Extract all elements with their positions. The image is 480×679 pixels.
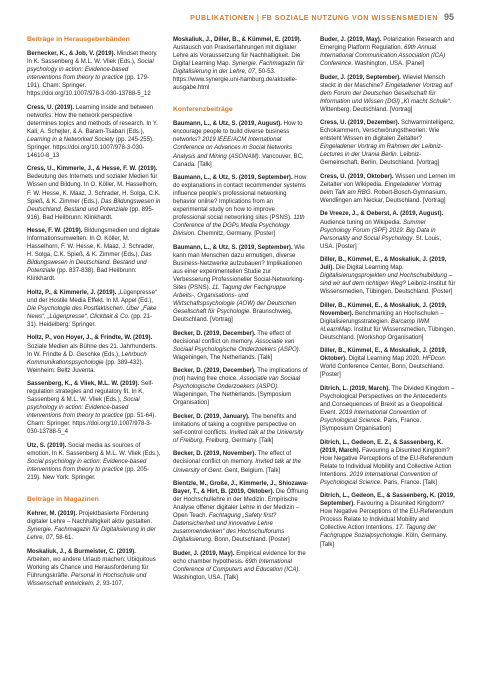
reference-entry [27, 548, 161, 588]
section-heading: Beiträge in Herausgeberbänden [27, 36, 130, 43]
column-right [320, 36, 456, 554]
reference-entry [173, 480, 309, 544]
reference-title: Eingeladener Vortrag im Rahmen der Leibniz-Lectures in der Urania Berlin [320, 144, 443, 159]
reference-authors: Holtz, P., & Kimmerle, J. (2019). [27, 289, 117, 296]
reference-authors: Becker, D. (2019, December). [173, 368, 256, 375]
reference-title: Fachtagung „Safety first? Datensicherheit und innovative Lehre zusammendenken“ des Hochschulforums Digitalisierung [173, 513, 285, 544]
reference-entry [27, 165, 161, 221]
reference-text: Die Digital Learning Map. [334, 265, 404, 272]
reference-authors: Ditrich, L., Gedeon, E., & Sassenberg, K. (2019, September). [320, 493, 455, 508]
section-heading: Beiträge in Magazinen [27, 496, 99, 504]
reference-details: . Washington, USA. [Panel] [351, 61, 425, 68]
reference-text: Wissen und Lernen im Zeitalter von Wikipedia. [320, 173, 456, 188]
reference-authors: Utz, S. (2019). [27, 442, 67, 449]
reference-title: 11th Conference of the DGPs Media Psychology Division [173, 215, 305, 238]
reference-title: Invited talk at the University of Gent [173, 459, 301, 474]
page-number: 95 [443, 12, 454, 22]
reference-entry [27, 289, 161, 329]
reference-entry [173, 330, 309, 362]
reference-text: How to encourage people to build diverse business networks? [173, 121, 303, 144]
reference-entry [320, 173, 456, 205]
reference-details: . Chemnitz, Germany. [Poster] [194, 231, 276, 238]
reference-entry [173, 550, 309, 582]
reference-details: . Wageningen, The Netherlands. [Symposium Organisation] [173, 384, 292, 407]
reference-title: 11. Tagung der Fachgruppe Arbeits-, Organisations- und Wirtschaftspsychologie (AOW) der Deutschen Gesellschaft für Psychologie [173, 285, 296, 316]
reference-details: , 50-53. https://www.synergie.uni-hamburg.de/aktuelle-ausgabe.html [173, 69, 298, 92]
reference-details: . Wageningen, The Netherlands. [Talk] [173, 346, 301, 361]
reference-text: Social media as sources of emotion. In K. Sassenberg & M.L. W. Vliek (Eds.), [27, 442, 161, 457]
reference-entry [320, 302, 456, 342]
reference-details: Leibniz-Institut für Wissensmedien, Tübingen, Deutschland. [Poster] [320, 281, 456, 296]
reference-text: Austausch von Praxiserfahrungen mit digitaler Lehre als Voraussetzung für Nachhaltigkeit. Die Digital Learning Map. [173, 45, 301, 68]
reference-text: Audience tuning on Wikipedia. [320, 219, 404, 226]
reference-entry [173, 413, 309, 445]
reference-details: , 58-61. [52, 535, 74, 542]
reference-entry [27, 104, 161, 160]
reference-authors: Buder, J. (2019, May). [173, 550, 235, 557]
reference-title: Synergie. Fachmagazin für Digitalisierung in der Lehre, 07 [173, 61, 305, 76]
reference-details: . World Conference Center, Bonn, Deutschland. [Poster] [320, 356, 447, 379]
reference-details: (pp. 205-219). New York: Springer. [27, 466, 150, 481]
reference-authors: Becker, D. (2019, January). [173, 413, 250, 420]
reference-text: Bildungsmedien und digitale Informationsumwelten. In O. Köller, M. Hasselhorn, F. W. Hesse, K. Maaz, J. Schrader, H. Solga, C.K. Spieß, & K. Zimmer (Eds.), [27, 228, 160, 259]
reference-authors: Bernecker, K., & Job, V. (2019). [27, 51, 116, 57]
reference-title: Social psychology in action: Evidence-based interventions from theory to practice [27, 59, 154, 82]
reference-details: . Leibniz-Gemeinschaft, Berlin, Deutschland. [Vortrag] [320, 152, 440, 167]
reference-title: Associatie van Sociaal Psychologische Onderzoekers (ASPO) [173, 376, 301, 391]
reference-text: Digital Learning Map 2020. [346, 356, 423, 363]
section-heading: Konferenzbeiträge [173, 106, 233, 114]
reference-entry [27, 442, 161, 482]
reference-text: Wie kann man Menschen dazu ermutigen, diverse Business-Netzwerke aufzubauen? Implikationen aus einer experimentellen Studie zur Verbesserung Professioneller Social-Networking-Sites (PSNS). [173, 244, 305, 291]
reference-entry [320, 439, 456, 487]
reference-authors: Holtz, P., von Hoyer, J., & Frindte, W. (2019). [27, 335, 153, 342]
reference-text: Self-regulation strategies and regulatory fit. In K. Sassenberg & M.L. W. Vliek (Eds.), [27, 381, 154, 404]
reference-title: Die Psychologie des Postfaktischen. Über „Fake News“, „Lügenpresse“, Clickbait & Co. [27, 305, 157, 320]
reference-entry [320, 492, 456, 548]
reference-entry [320, 210, 456, 250]
reference-entry [320, 36, 456, 68]
reference-details: . Robert-Bosch-Gymnasium, Wendlingen am Neckar, Deutschland. [Vortrag] [320, 189, 447, 205]
reference-title: Learning in a Networked Society [27, 136, 115, 143]
reference-entry [173, 244, 309, 324]
reference-details: . Gent, Belgium. [Talk] [221, 467, 281, 474]
reference-text: Arbeiten, wo andere Urlaub machen: Ubiquitous Working als Chance und Herausforderung für Führungskräfte. [27, 556, 156, 579]
reference-title: Eingeladener Vortrag beim Talk am RBG [320, 181, 442, 196]
reference-text: Wieviel Mensch steckt in der Maschine? [320, 74, 446, 89]
reference-text: Empirical evidence for the echo chamber hypothesis. [173, 550, 306, 565]
reference-title: 2019 IEEE/ACM International Conference on Advances in Social Networks Analysis and Mining (ASONAM) [173, 137, 293, 160]
reference-text: Polarization Research and Emerging Platform Regulation. [320, 37, 455, 52]
reference-entry [173, 450, 309, 474]
reference-title: 69th Annual International Communication Association (ICA) Conference [320, 45, 446, 68]
reference-entry [27, 380, 161, 436]
reference-entry [27, 227, 161, 283]
reference-details: (pp. 179-191). Cham: Springer. https://doi.org/10.1007/978-3-030-13788-5_12 [27, 75, 151, 98]
reference-text: Bedeutung des Internets und sozialer Medien für Wissen und Bildung. In O. Köller, M. Hasselhorn, F. W. Hesse, K. Maaz, J. Schrader, H. Solga, C.K. Spieß, & K. Zimmer (Eds.), [27, 174, 161, 205]
reference-authors: Cress, U. (2019, Oktober). [320, 173, 394, 180]
reference-text: Schwarmintelligenz, Echokammern, Verschwörungstheorien: Wie entsteht Wissen im digitalen Zeitalter? [320, 120, 455, 143]
reference-authors: Cress, U. (2019, Dezember). [320, 120, 400, 127]
reference-details: . Köln, Germany. [Talk] [320, 533, 448, 548]
reference-authors: Diller, B., Kümmel, E., & Moskaliuk, J. (2019, Juli). [320, 257, 447, 272]
column-middle [173, 36, 309, 587]
reference-title: Synergie. Fachmagazin für Digitalisierung in der Lehre, 07 [27, 527, 156, 542]
reference-details: . Paris, France. [Talk] [380, 479, 437, 486]
reference-title: Eingeladener Vortrag auf dem Forum der Deutschen Gesellschaft für Information und Wissen (DGI) „KI macht Schule“ [320, 82, 453, 105]
reference-details: , 93-107. [99, 580, 124, 587]
reference-authors: Buder, J. (2019, May). [320, 37, 382, 43]
reference-entry [320, 347, 456, 379]
reference-authors: Cress, U. (2019). [27, 104, 75, 111]
reference-details: (pp. 895-916). Bad Heilbrunn: Klinkhardt. [27, 206, 154, 221]
reference-text: Projektbasierte Förderung digitaler Lehre – Nachhaltigkeit aktiv gestalten. [27, 511, 153, 526]
reference-title: Barcamp IWM #LearnMap [320, 318, 430, 333]
reference-text: The effect of decisional conflict on memory. [173, 451, 292, 466]
reference-entry [320, 119, 456, 167]
reference-details: (pp. 21-31). Heidelberg: Springer. [27, 313, 153, 329]
reference-title: Lehrbuch Kommunikationspsychologie [27, 351, 147, 366]
reference-details: . Wittenberg, Deutschland. [Vortrag] [320, 98, 452, 113]
reference-entry [27, 334, 161, 374]
reference-text: Benchmarking an Hochschulen – Digitalisierungsstrategien. [320, 310, 444, 325]
reference-entry [320, 256, 456, 296]
reference-title: Das Bildungswesen in Deutschland. Bestand und Potenziale [27, 198, 161, 213]
reference-text: Die Öffnung der Hochschullehre in der Medizin. Empirische Analyse offener digitaler Lehre in der Medizin – Open Teach. [173, 488, 308, 520]
reference-title: Digitalisierungsprojekten und Hochschulbildung – sind wir auf dem richtigen Weg? [320, 273, 453, 288]
reference-authors: Buder, J. (2019, September). [320, 74, 401, 81]
reference-authors: Kehrer, M. (2019). [27, 511, 78, 518]
reference-authors: Ditrich, L. (2019, March). [320, 385, 390, 392]
reference-authors: De Vreeze, J., & Oeberst, A. (2019, August). [320, 211, 444, 218]
running-title: PUBLIKATIONEN | FB SOZIALE NUTZUNG VON WISSENSMEDIEN [190, 15, 438, 22]
reference-authors: Becker, D. (2019, November). [173, 451, 257, 458]
reference-details: . Braunschweig, Deutschland. [Vortrag] [173, 309, 293, 324]
reference-details: . Bonn, Deutschland. [Poster] [210, 537, 290, 544]
reference-text: Learning inside and between networks: How the network perspective determines topics and methods of research. In Y. Kali, A. Schejter, & A. Baram-Tsabari (Eds.), [27, 104, 158, 135]
reference-entry [320, 74, 456, 114]
reference-entry [27, 510, 161, 542]
reference-details: . Freiburg, Germany. [Talk] [202, 437, 274, 444]
reference-title: 2019 International Convention of Psychological Science [320, 410, 427, 425]
reference-entry [173, 120, 309, 168]
reference-text: The Divided Kingdom – Psychological Perspectives on the Antecedents and Consequences of Brexit as a Geopolitical Event. [320, 385, 455, 417]
reference-entry [27, 50, 161, 98]
reference-text: The implications of (not) having free choice. [173, 368, 308, 383]
reference-title: Social psychology in action: Evidence-based interventions from theory to practice [27, 458, 147, 473]
reference-authors: Diller, B., Kümmel, E., & Moskaliuk, J. (2019, Oktober). [320, 348, 447, 363]
reference-details: . St. Louis, USA. [Poster] [320, 235, 442, 250]
reference-authors: Moskaliuk, J., & Burmeister, C. (2019). [27, 548, 136, 555]
column-left [27, 36, 161, 593]
reference-authors: Baumann, L., & Utz, S. (2019, September). [173, 175, 293, 181]
reference-title: Summer Psychology Forum (SPF) 2019: Big Data in Personality and Social Psychology [320, 219, 436, 242]
reference-entry [320, 385, 456, 433]
reference-details: (pp. 837-838). Bad Heilbrunn: Klinkhardt. [27, 268, 137, 283]
reference-authors: Moskaliuk, J., Diller, B., & Kümmel, E. (2019). [173, 37, 302, 43]
reference-text: How do explanations in contact recommender systems influence people’s professional networking behavior online? Implications from an experimental study on how to improve professional social networking sites (PSNS). [173, 175, 307, 222]
reference-text: Favouring a Disunited Kingdom? How Negative Perceptions of the EU-Referendum Process Relate to Individual Mobility and Collective Action Intentions. [320, 501, 454, 532]
reference-authors: Bientzle, M., Große, J., Kimmerle, J., Shiozawa-Bayer, T., & Hirt, B. (2019, Oktober). [173, 480, 309, 495]
reference-title: HFDcon [422, 356, 445, 363]
reference-title: Associatie van Sociaal Psychologische Onderzoekers (ASPO) [173, 338, 299, 353]
reference-details: (pp. 389-432). Weinheim: Beltz Juventa. [27, 359, 144, 374]
reference-entry [173, 367, 309, 407]
reference-text: Favouring a Disunited Kingdom? How Negative Perceptions of the EU-Referendum Relate to Individual Mobility and Collective Action Intentions. [320, 447, 454, 478]
reference-text: The benefits and limitations of taking a cognitive perspective on self-control conflicts. [173, 413, 297, 436]
reference-title: 17. Tagung der Fachgruppe Sozialpsychologie [320, 525, 437, 540]
reference-title: 69th International Conference of Computers and Education (ICA) [173, 558, 299, 573]
reference-title: Invited talk at the University of Freiburg [173, 429, 304, 444]
reference-details: . Institut für Wissensmedien, Tübingen, Deutschland. [Workshop Organisation] [320, 326, 456, 341]
reference-authors: Baumann, L., & Utz, S. (2019, August). [173, 121, 282, 128]
reference-authors: Hesse, F. W. (2019). [27, 228, 83, 235]
reference-authors: Cress, U., Kimmerle, J., & Hesse, F. W. (2019). [27, 166, 158, 173]
reference-entry [173, 36, 309, 92]
page-header [190, 12, 454, 22]
reference-authors: Baumann, L., & Utz, S. (2019, September). [173, 244, 293, 251]
reference-title: Social psychology in action: Evidence-based interventions from theory to practice [27, 397, 140, 420]
reference-text: „Lügenpresse“ und der Hostile Media Effekt. In M. Appel (Ed.), [27, 289, 157, 304]
reference-title: Das Bildungswesen in Deutschland. Bestand und Potenziale [27, 252, 152, 275]
reference-text: Mindset theory. In K. Sassenberg & M.L. W. Vliek (Eds.), [27, 51, 158, 66]
reference-details: (pp. 245-255). Springer. https://doi.org/10.1007/978-3-030-14610-8_13 [27, 136, 154, 159]
reference-authors: Diller, B., Kümmel, E., & Moskaliuk, J. (2019, November). [320, 302, 447, 317]
reference-text: Soziale Medien als Bühne des 21. Jahrhunderts. In W. Frindte & D. Geschke (Eds.), [27, 343, 158, 358]
reference-details: . Washington, USA. [Talk] [173, 566, 301, 581]
reference-authors: Becker, D. (2019, December). [173, 330, 256, 337]
reference-authors: Ditrich, L., Gedeon, E. Z., & Sassenberg, K. (2019, March). [320, 439, 443, 454]
reference-text: The effect of decisional conflict on memory. [173, 330, 291, 345]
reference-title: 2019 International Convention of Psychological Science [320, 471, 438, 486]
reference-entry [173, 174, 309, 238]
reference-details: . Paris, France. [Symposium Organisation] [320, 418, 422, 433]
reference-details: . Vancouver, BC, Canada. [Talk] [173, 153, 304, 168]
reference-details: (pp. 51-64). Cham: Springer. https://doi.org/10.1007/978-3-030-13788-5_4 [27, 413, 157, 436]
reference-authors: Sassenberg, K., & Vliek, M.L. W. (2019). [27, 381, 140, 388]
reference-title: Personal in Hochschule und Wissenschaft entwickeln, 2 [27, 572, 147, 587]
